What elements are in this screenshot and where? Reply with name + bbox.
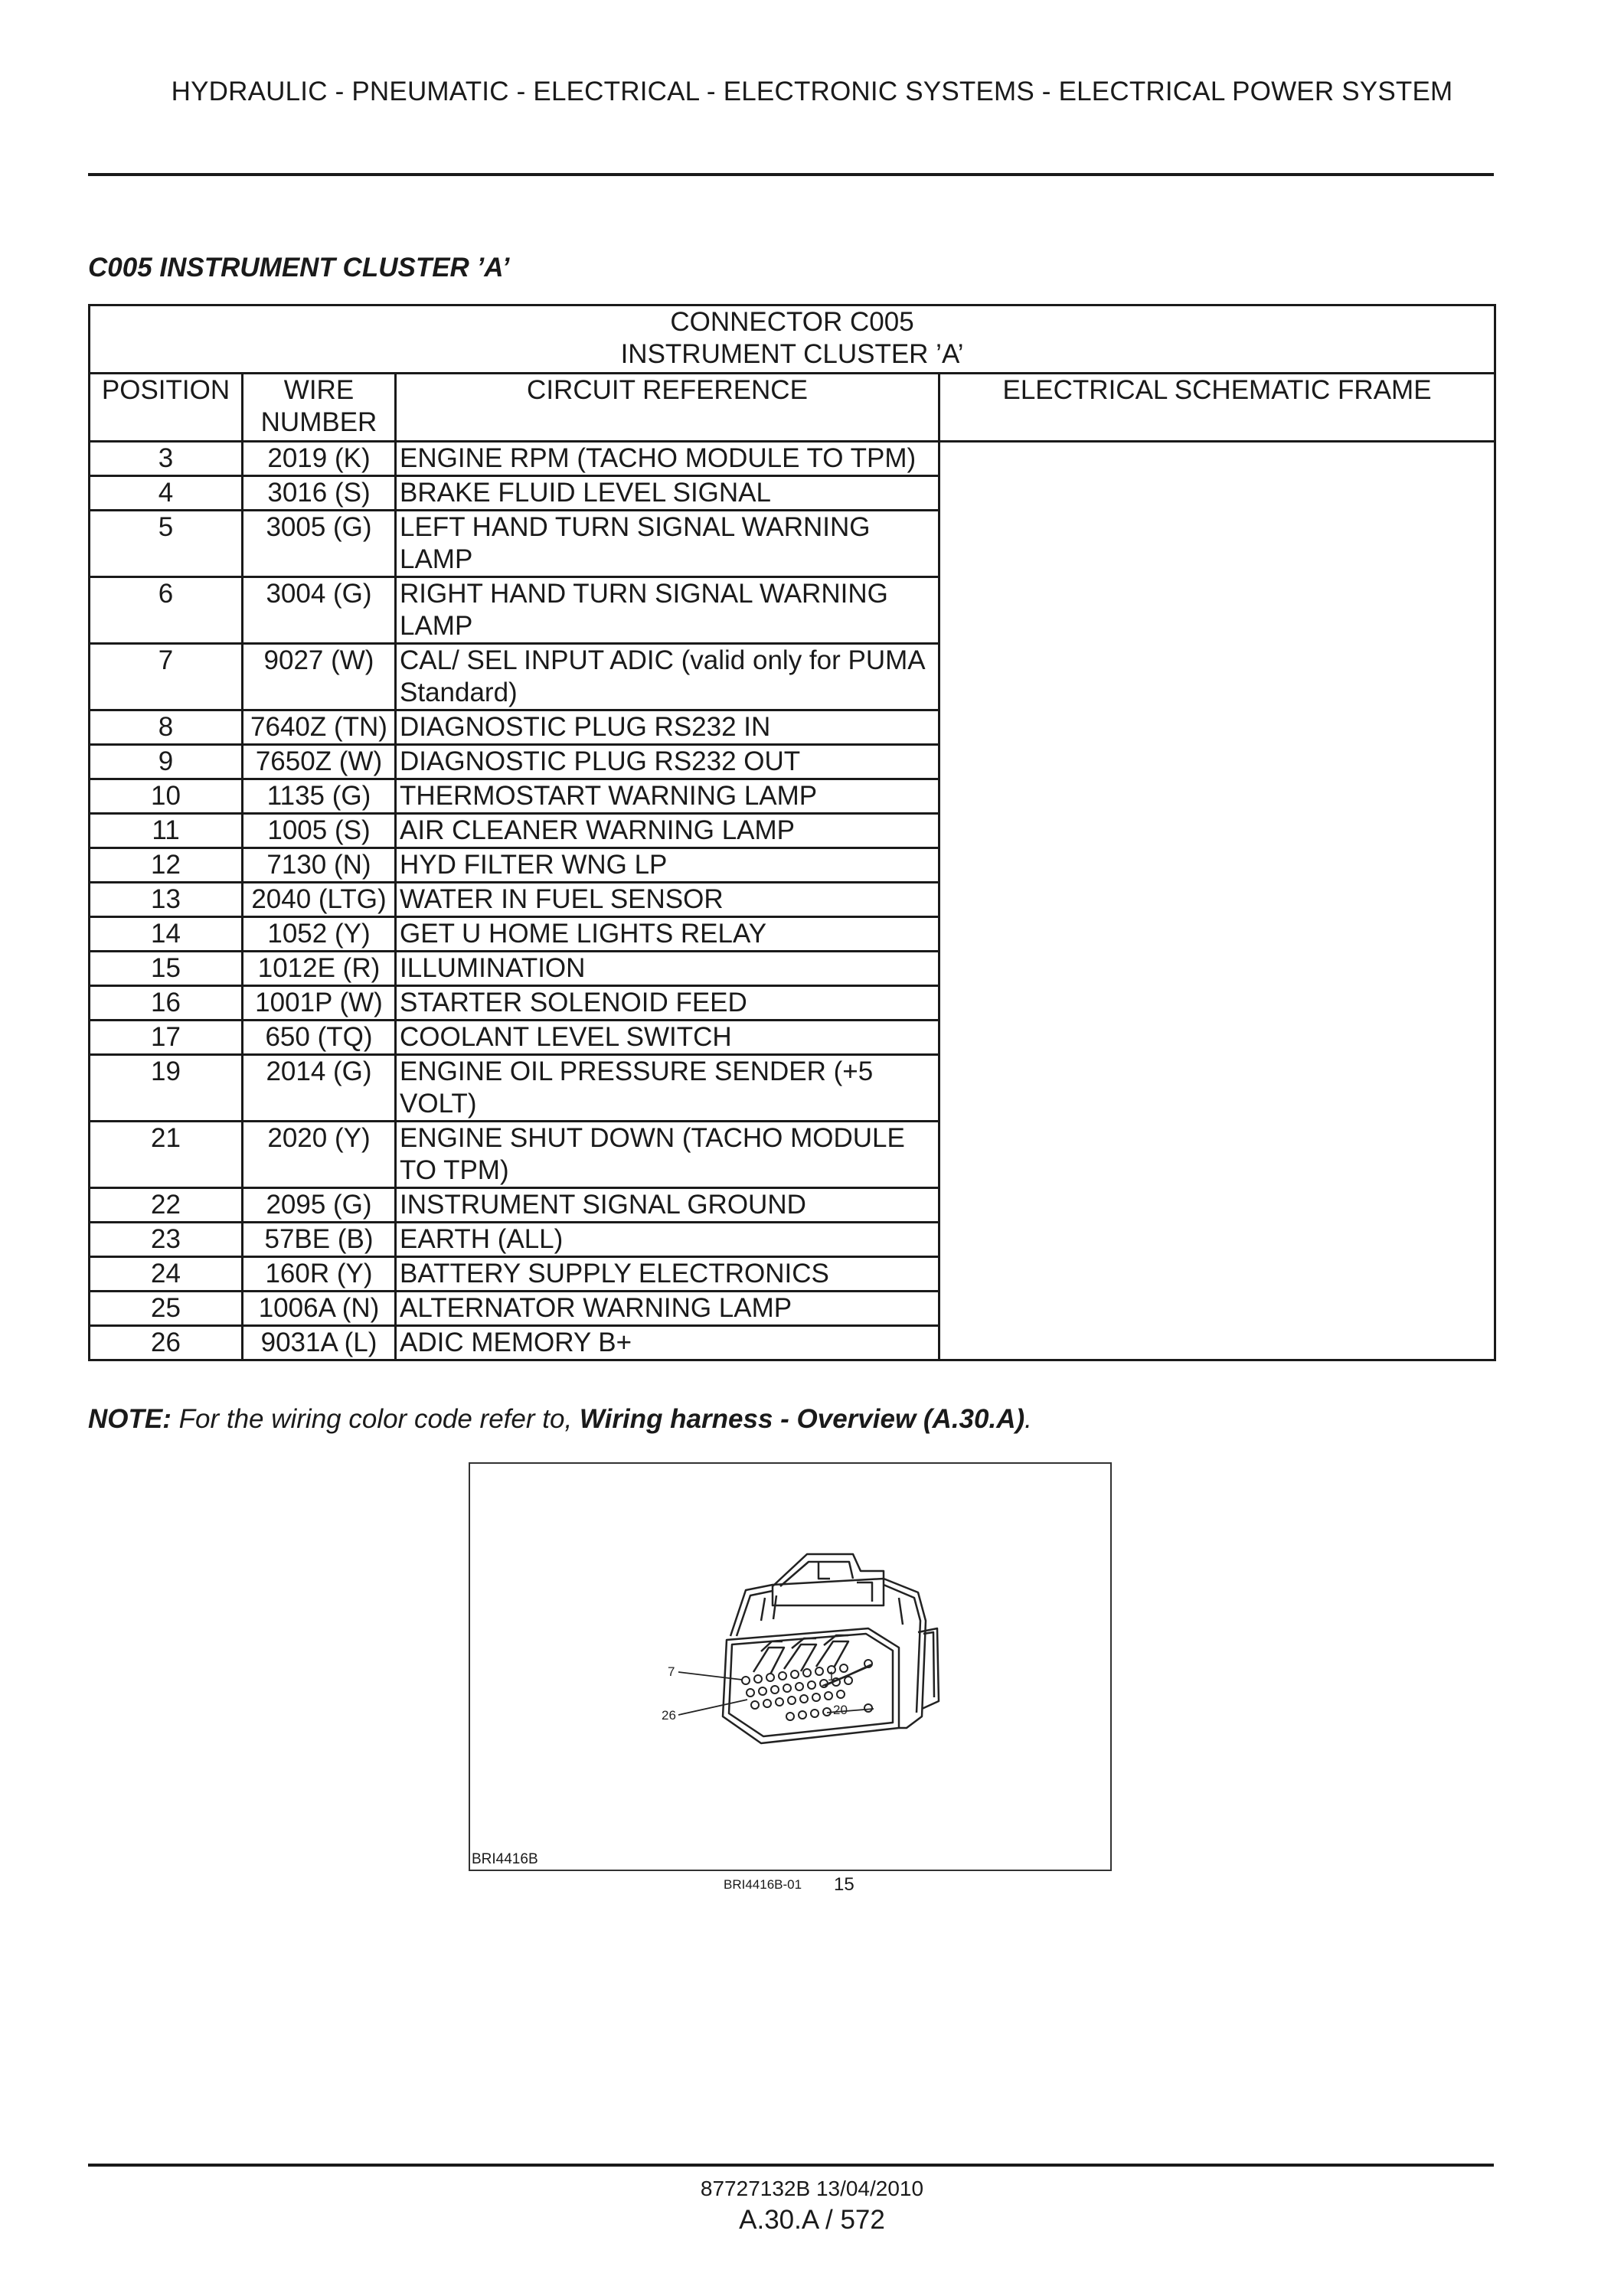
circuit-reference-cell: CAL/ SEL INPUT ADIC (valid only for PUMA Standard) bbox=[396, 644, 939, 710]
wire-number-cell: 160R (Y) bbox=[243, 1257, 396, 1292]
table-row bbox=[90, 442, 1495, 476]
column-header-position: POSITION bbox=[90, 374, 243, 442]
wire-number-cell: 7640Z (TN) bbox=[243, 710, 396, 745]
connector-illustration bbox=[470, 1464, 1110, 1870]
circuit-reference-cell: DIAGNOSTIC PLUG RS232 OUT bbox=[396, 745, 939, 779]
circuit-reference-cell: RIGHT HAND TURN SIGNAL WARNING LAMP bbox=[396, 577, 939, 644]
wire-number-cell: 3005 (G) bbox=[243, 511, 396, 577]
table-caption-line1: CONNECTOR C005 bbox=[670, 307, 914, 337]
position-cell: 4 bbox=[90, 476, 243, 511]
running-header: HYDRAULIC - PNEUMATIC - ELECTRICAL - ELECTRONIC SYSTEMS - ELECTRICAL POWER SYSTEM bbox=[171, 77, 1453, 106]
wire-number-cell: 2019 (K) bbox=[243, 442, 396, 476]
wire-number-cell: 1012E (R) bbox=[243, 952, 396, 986]
note-link[interactable]: Wiring harness - Overview (A.30.A) bbox=[579, 1404, 1025, 1434]
circuit-reference-cell: COOLANT LEVEL SWITCH bbox=[396, 1021, 939, 1055]
wire-number-cell: 1052 (Y) bbox=[243, 917, 396, 952]
circuit-reference-cell: AIR CLEANER WARNING LAMP bbox=[396, 814, 939, 848]
position-cell: 24 bbox=[90, 1257, 243, 1292]
schematic-frame-cell bbox=[939, 442, 1495, 1360]
wire-number-cell: 57BE (B) bbox=[243, 1223, 396, 1257]
note-end: . bbox=[1024, 1404, 1032, 1434]
position-cell: 14 bbox=[90, 917, 243, 952]
position-cell: 19 bbox=[90, 1055, 243, 1122]
table-caption-line2: INSTRUMENT CLUSTER ’A’ bbox=[620, 339, 964, 369]
wire-number-cell: 2040 (LTG) bbox=[243, 883, 396, 917]
page-number: A.30.A / 572 bbox=[739, 2205, 885, 2235]
circuit-reference-cell: DIAGNOSTIC PLUG RS232 IN bbox=[396, 710, 939, 745]
position-cell: 9 bbox=[90, 745, 243, 779]
circuit-reference-cell: ADIC MEMORY B+ bbox=[396, 1326, 939, 1360]
circuit-reference-cell: THERMOSTART WARNING LAMP bbox=[396, 779, 939, 814]
wire-number-cell: 7130 (N) bbox=[243, 848, 396, 883]
section-title: C005 INSTRUMENT CLUSTER ’A’ bbox=[88, 253, 510, 283]
callout-label: 7 bbox=[668, 1664, 675, 1679]
connector-table bbox=[88, 304, 1496, 1361]
document-reference: 87727132B 13/04/2010 bbox=[700, 2177, 924, 2200]
wire-number-cell: 2014 (G) bbox=[243, 1055, 396, 1122]
circuit-reference-cell: GET U HOME LIGHTS RELAY bbox=[396, 917, 939, 952]
position-cell: 23 bbox=[90, 1223, 243, 1257]
wire-number-cell: 3016 (S) bbox=[243, 476, 396, 511]
circuit-reference-cell: ENGINE OIL PRESSURE SENDER (+5 VOLT) bbox=[396, 1055, 939, 1122]
figure-caption: BRI4416B-01 bbox=[724, 1877, 802, 1892]
wire-number-cell: 1135 (G) bbox=[243, 779, 396, 814]
position-cell: 11 bbox=[90, 814, 243, 848]
circuit-reference-cell: HYD FILTER WNG LP bbox=[396, 848, 939, 883]
position-cell: 26 bbox=[90, 1326, 243, 1360]
note bbox=[88, 1404, 1032, 1435]
circuit-reference-cell: WATER IN FUEL SENSOR bbox=[396, 883, 939, 917]
circuit-reference-cell: INSTRUMENT SIGNAL GROUND bbox=[396, 1188, 939, 1223]
table-caption bbox=[90, 305, 1495, 374]
circuit-reference-cell: BATTERY SUPPLY ELECTRONICS bbox=[396, 1257, 939, 1292]
position-cell: 13 bbox=[90, 883, 243, 917]
connector-figure bbox=[469, 1462, 1112, 1871]
position-cell: 15 bbox=[90, 952, 243, 986]
circuit-reference-cell: LEFT HAND TURN SIGNAL WARNING LAMP bbox=[396, 511, 939, 577]
callout-label: 26 bbox=[662, 1708, 676, 1723]
circuit-reference-cell: ILLUMINATION bbox=[396, 952, 939, 986]
wire-number-cell: 2095 (G) bbox=[243, 1188, 396, 1223]
position-cell: 25 bbox=[90, 1292, 243, 1326]
position-cell: 8 bbox=[90, 710, 243, 745]
circuit-reference-cell: EARTH (ALL) bbox=[396, 1223, 939, 1257]
wire-number-cell: 9027 (W) bbox=[243, 644, 396, 710]
position-cell: 16 bbox=[90, 986, 243, 1021]
position-cell: 6 bbox=[90, 577, 243, 644]
wire-number-cell: 650 (TQ) bbox=[243, 1021, 396, 1055]
wire-number-cell: 2020 (Y) bbox=[243, 1122, 396, 1188]
callout-label: 1 bbox=[828, 1669, 835, 1684]
note-label: NOTE: bbox=[88, 1404, 172, 1434]
circuit-reference-cell: STARTER SOLENOID FEED bbox=[396, 986, 939, 1021]
position-cell: 22 bbox=[90, 1188, 243, 1223]
circuit-reference-cell: ENGINE SHUT DOWN (TACHO MODULE TO TPM) bbox=[396, 1122, 939, 1188]
wire-number-cell: 1001P (W) bbox=[243, 986, 396, 1021]
wire-number-cell: 1006A (N) bbox=[243, 1292, 396, 1326]
table-body bbox=[90, 442, 1495, 1360]
position-cell: 21 bbox=[90, 1122, 243, 1188]
wire-number-cell: 3004 (G) bbox=[243, 577, 396, 644]
wire-number-cell: 7650Z (W) bbox=[243, 745, 396, 779]
position-cell: 5 bbox=[90, 511, 243, 577]
position-cell: 3 bbox=[90, 442, 243, 476]
position-cell: 12 bbox=[90, 848, 243, 883]
column-header-schematic-frame: ELECTRICAL SCHEMATIC FRAME bbox=[939, 374, 1495, 442]
wire-number-cell: 1005 (S) bbox=[243, 814, 396, 848]
circuit-reference-cell: BRAKE FLUID LEVEL SIGNAL bbox=[396, 476, 939, 511]
figure-image-id: BRI4416B bbox=[472, 1851, 538, 1867]
callout-label: 20 bbox=[833, 1703, 848, 1717]
wire-number-cell: 9031A (L) bbox=[243, 1326, 396, 1360]
header-rule bbox=[88, 173, 1494, 176]
column-header-circuit-reference: CIRCUIT REFERENCE bbox=[396, 374, 939, 442]
position-cell: 7 bbox=[90, 644, 243, 710]
footer-rule bbox=[88, 2164, 1494, 2167]
figure-number: 15 bbox=[834, 1874, 854, 1895]
note-text: For the wiring color code refer to, bbox=[171, 1404, 580, 1434]
column-header-wire-number: WIRE NUMBER bbox=[243, 374, 396, 442]
circuit-reference-cell: ALTERNATOR WARNING LAMP bbox=[396, 1292, 939, 1326]
position-cell: 10 bbox=[90, 779, 243, 814]
position-cell: 17 bbox=[90, 1021, 243, 1055]
circuit-reference-cell: ENGINE RPM (TACHO MODULE TO TPM) bbox=[396, 442, 939, 476]
